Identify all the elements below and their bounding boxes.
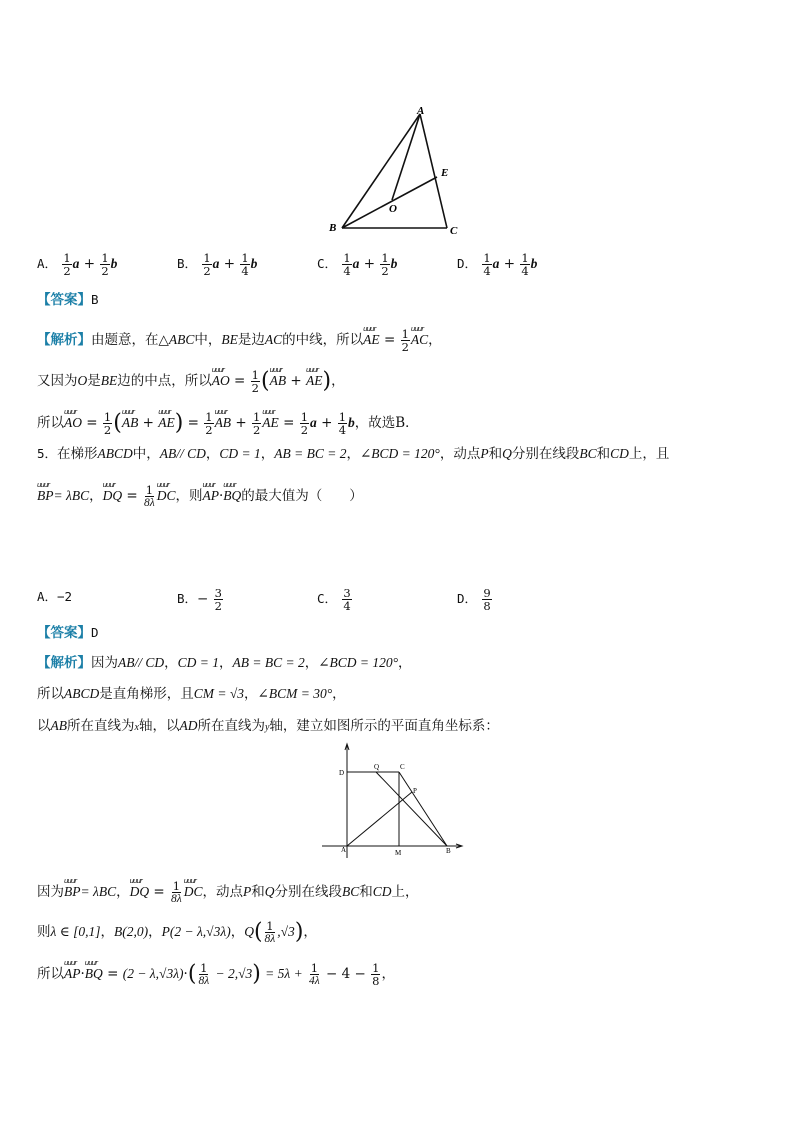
q4-option-b: B． $\frac{1}{2}$ a + $\frac{1}{4}$ b (177, 251, 258, 278)
coord-label-M: M (395, 849, 402, 857)
label-E: E (441, 167, 449, 179)
q5-analysis-line-3: 以AB所在直线为x轴，以AD所在直线为y轴，建立如图所示的平面直角坐标系： (37, 718, 499, 734)
q5-analysis-line-1: 【解析】因为AB// CD，CD = 1，AB = BC = 2，∠BCD = 120°， (37, 655, 412, 671)
q4-option-d: D． $\frac{1}{4}$ a + $\frac{1}{4}$ b (457, 251, 538, 278)
q4-analysis-line-1: 【解析】由题意，在△ABC中，BE是边AC的中线，所以uuur AE = $\frac{1}{2}$ uuur AC， (37, 324, 442, 353)
coordinate-figure (322, 742, 467, 860)
q4-option-a: A． $\frac{1}{2}$ a + $\frac{1}{2}$ b (37, 251, 118, 278)
label-A: A (417, 105, 425, 117)
label-O: O (389, 203, 397, 215)
coord-label-B: B (446, 847, 451, 855)
q5-stem-line-2: uuur BP= λBC，uuur DQ = $\frac{1}{8\lambda}$ uuur DC，则uuur AP·uuur BQ的最大值为（ ） (37, 480, 363, 509)
q5-option-d: D． $\frac{9}{8}$ (457, 586, 491, 613)
q4-option-c: C． $\frac{1}{4}$ a + $\frac{1}{2}$ b (317, 251, 398, 278)
q5-option-b: B．− $\frac{3}{2}$ (177, 586, 222, 613)
q5-analysis-line-5: 则λ ∈ [0,1]，B(2,0)，P(2 − λ,√3λ)，Q( $\frac{1}{8\lambda}$ ,√3)， (37, 919, 317, 945)
coord-label-C: C (400, 763, 405, 771)
q5-analysis-line-6: 所以uuur AP·uuur BQ = (2 − λ,√3λ)·( $\frac{1}{8\lambda}$ − 2,√3) = 5λ + $\frac{1}{4\lambda}$ − 4 − $\frac{1}{8}$ ， (37, 958, 395, 987)
q5-analysis-line-4: 因为uuur BP= λBC，uuur DQ = $\frac{1}{8\lambda}$ uuur DC，动点P和Q分别在线段BC和CD上， (37, 876, 419, 905)
coord-label-P: P (413, 787, 417, 795)
q5-option-c: C． $\frac{3}{4}$ (317, 586, 351, 613)
q5-option-a: A．−2 (37, 589, 73, 604)
q4-analysis-line-2: 又因为O是BE边的中点，所以uuur AO = $\frac{1}{2}$ (uuur AB + uuur AE)， (37, 365, 345, 394)
label-B: B (329, 222, 337, 234)
q5-analysis-line-2: 所以ABCD是直角梯形，且CM = √3，∠BCM = 30°， (37, 686, 346, 702)
q5-answer: 【答案】D (37, 625, 99, 641)
coord-label-D: D (339, 769, 345, 777)
triangle-figure (320, 100, 480, 240)
coord-label-A: A (341, 846, 347, 854)
q4-analysis-line-3: 所以uuur AO = $\frac{1}{2}$ (uuur AB + uuur AE) = $\frac{1}{2}$ uuur AB + $\frac{1}{2}$ uuur AE = $\frac{1}{2}$ a + $\frac{1}{4}$ b，故选B． (37, 407, 419, 436)
coord-label-Q: Q (374, 763, 380, 771)
label-C: C (450, 225, 458, 237)
q5-stem-line-1: 5．在梯形ABCD中，AB// CD，CD = 1，AB = BC = 2，∠BCD = 120°，动点P和Q分别在线段BC和CD上，且 (37, 446, 670, 462)
q4-answer: 【答案】B (37, 292, 99, 308)
